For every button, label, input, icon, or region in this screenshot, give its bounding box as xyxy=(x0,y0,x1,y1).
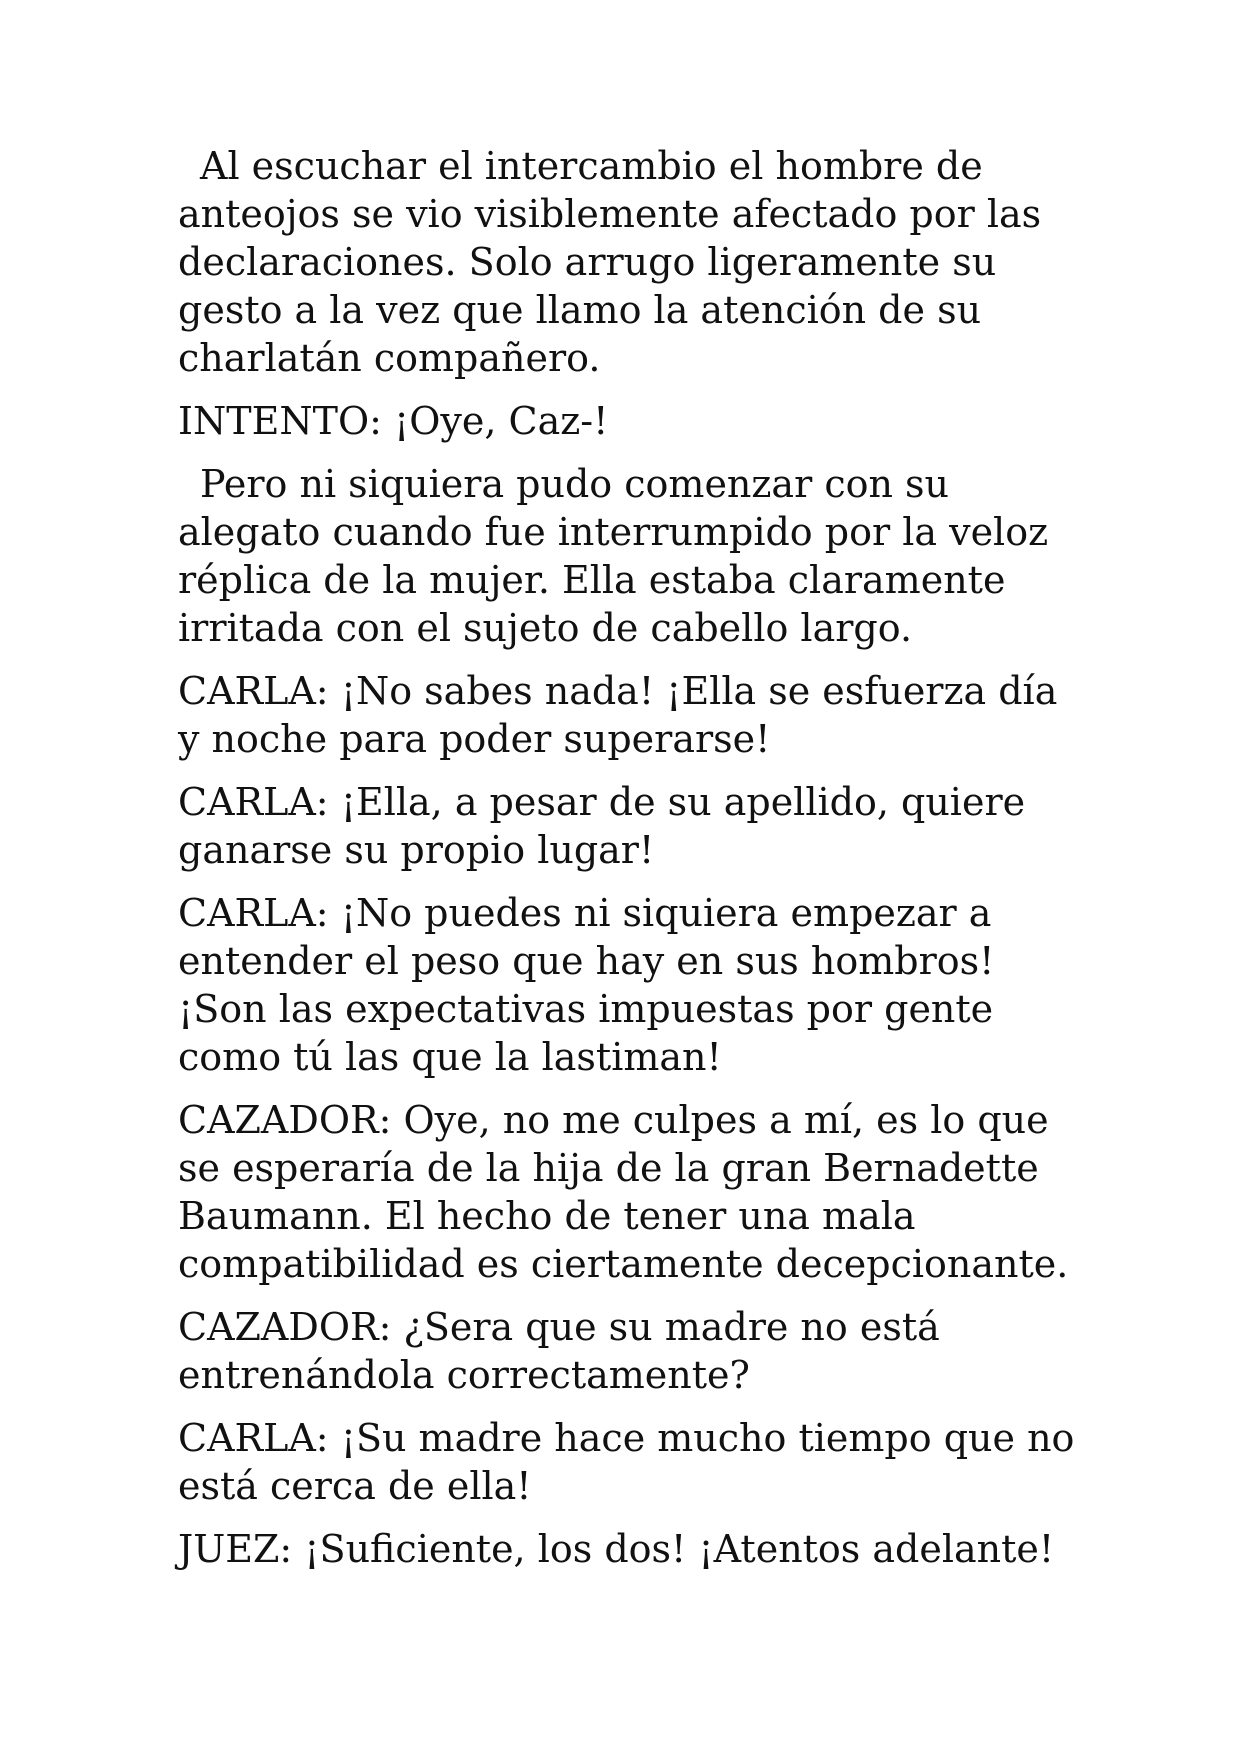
document-page xyxy=(178,142,1078,1588)
dialogue-line: CAZADOR: ¿Sera que su madre no está entrenándola correctamente? xyxy=(178,1305,940,1397)
narration-paragraph: Al escuchar el intercambio el hombre de anteojos se vio visiblemente afectado por las declaraciones. Solo arrugo ligeramente su gesto a la vez que llamo la atención de su charlatán compañero. xyxy=(178,144,1042,380)
dialogue-line: JUEZ: ¡Suficiente, los dos! ¡Atentos adelante! xyxy=(178,1527,1055,1571)
dialogue-line: CARLA: ¡Su madre hace mucho tiempo que no está cerca de ella! xyxy=(178,1416,1075,1508)
dialogue-line: CARLA: ¡No puedes ni siquiera empezar a entender el peso que hay en sus hombros! ¡Son las expectativas impuestas por gente como tú las que la lastiman! xyxy=(178,891,995,1079)
dialogue-line: CARLA: ¡No sabes nada! ¡Ella se esfuerza día y noche para poder superarse! xyxy=(178,669,1058,761)
dialogue-line: CAZADOR: Oye, no me culpes a mí, es lo que se esperaría de la hija de la gran Bernadette Baumann. El hecho de tener una mala compatibilidad es ciertamente decepcionante. xyxy=(178,1098,1069,1286)
dialogue-line: CARLA: ¡Ella, a pesar de su apellido, quiere ganarse su propio lugar! xyxy=(178,780,1026,872)
narration-paragraph: Pero ni siquiera pudo comenzar con su alegato cuando fue interrumpido por la veloz réplica de la mujer. Ella estaba claramente irritada con el sujeto de cabello largo. xyxy=(178,462,1049,650)
dialogue-line: INTENTO: ¡Oye, Caz-! xyxy=(178,399,609,443)
